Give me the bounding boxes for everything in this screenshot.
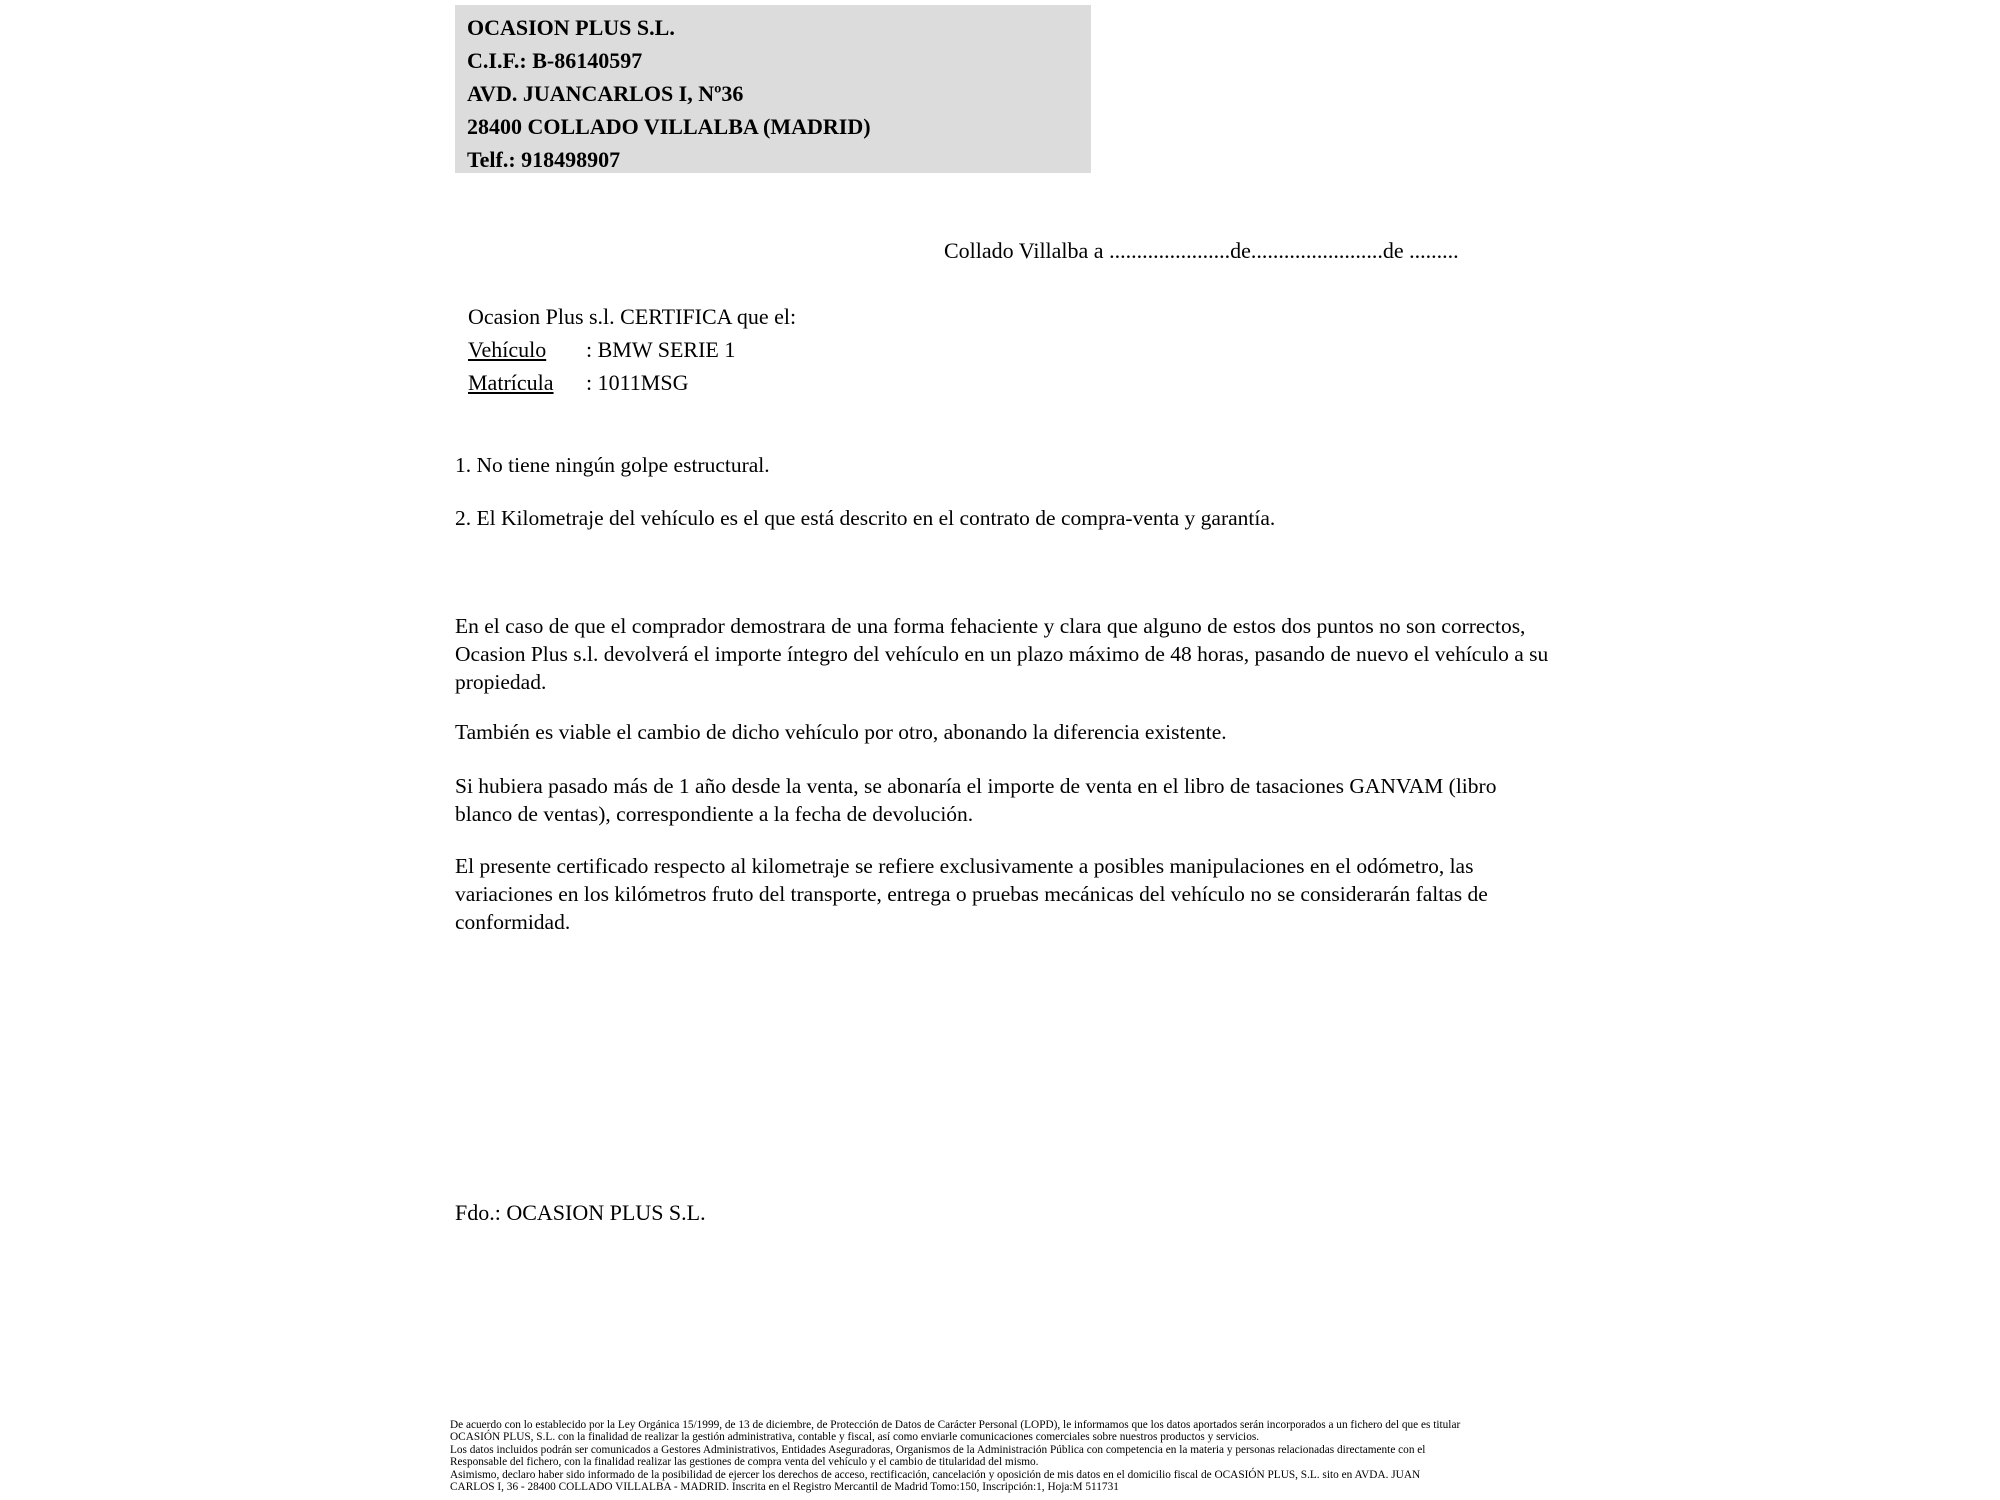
signature-line: Fdo.: OCASION PLUS S.L.	[455, 1200, 706, 1225]
company-cif: C.I.F.: B-86140597	[467, 48, 643, 73]
company-city: 28400 COLLADO VILLALBA (MADRID)	[467, 114, 871, 139]
vehicle-field-value: : BMW SERIE 1	[586, 337, 736, 362]
plate-field-row	[468, 366, 796, 399]
company-address: AVD. JUANCARLOS I, Nº36	[467, 81, 744, 106]
certified-point-2: 2. El Kilometraje del vehículo es el que está descrito en el contrato de compra-venta y garantía.	[455, 506, 1276, 530]
legal-line: OCASIÓN PLUS, S.L. con la finalidad de realizar la gestión administrativa, contable y fiscal, así como enviarle comunicaciones comerciales sobre nuestros productos y servicios.	[450, 1431, 1260, 1444]
odometer-clause-paragraph: El presente certificado respecto al kilometraje se refiere exclusivamente a posibles manipulaciones en el odómetro, las variaciones en los kilómetros fruto del transporte, entrega o pruebas mecánicas del vehículo no se considerarán faltas de conformidad.	[455, 854, 1488, 934]
vehicle-field-row	[468, 333, 796, 366]
company-phone: Telf.: 918498907	[467, 147, 621, 172]
legal-line: Responsable del fichero, con la finalidad realizar las gestiones de compra venta del vehículo y el cambio de titularidad del mismo.	[450, 1456, 1039, 1469]
company-name: OCASION PLUS S.L.	[467, 15, 675, 40]
date-fill-in-line: Collado Villalba a ......................de........................de .........	[944, 238, 1459, 263]
legal-line: Asimismo, declaro haber sido informado de la posibilidad de ejercer los derechos de acceso, rectificación, cancelación y oposición de mis datos en el domicilio fiscal de OCASIÓN PLUS, S.L. sito en AVDA. JUAN	[450, 1468, 1421, 1481]
legal-line: CARLOS I, 36 - 28400 COLLADO VILLALBA - MADRID. Inscrita en el Registro Mercantil de Madrid Tomo:150, Inscripción:1, Hoja:M 511731	[450, 1481, 1119, 1494]
certified-point-1: 1. No tiene ningún golpe estructural.	[455, 453, 770, 477]
company-header-box	[455, 5, 1091, 173]
plate-field-value: : 1011MSG	[586, 370, 689, 395]
plate-field-label: Matrícula	[468, 370, 554, 395]
ganvam-clause-paragraph: Si hubiera pasado más de 1 año desde la venta, se abonaría el importe de venta en el libro de tasaciones GANVAM (libro blanco de ventas), correspondiente a la fecha de devolución.	[455, 774, 1497, 826]
certification-intro: Ocasion Plus s.l. CERTIFICA que el:	[468, 304, 797, 329]
legal-line: De acuerdo con lo establecido por la Ley Orgánica 15/1999, de 13 de diciembre, de Protección de Datos de Carácter Personal (LOPD), le informamos que los datos aportados serán incorporados a un fichero del que es titular	[450, 1419, 1461, 1431]
legal-line: Los datos incluidos podrán ser comunicados a Gestores Administrativos, Entidades Aseguradoras, Organismos de la Administración Pública con competencia en la materia y personas relacionadas directamente con el	[450, 1443, 1426, 1456]
legal-fine-print	[450, 1419, 1460, 1493]
vehicle-field-label: Vehículo	[468, 337, 547, 362]
exchange-clause-paragraph: También es viable el cambio de dicho vehículo por otro, abonando la diferencia existente.	[455, 720, 1227, 744]
certification-block	[468, 300, 796, 399]
refund-clause-paragraph: En el caso de que el comprador demostrara de una forma fehaciente y clara que alguno de estos dos puntos no son correctos, Ocasion Plus s.l. devolverá el importe íntegro del vehículo en un plazo máximo de 48 horas, pasando de nuevo el vehículo a su propiedad.	[455, 614, 1549, 694]
